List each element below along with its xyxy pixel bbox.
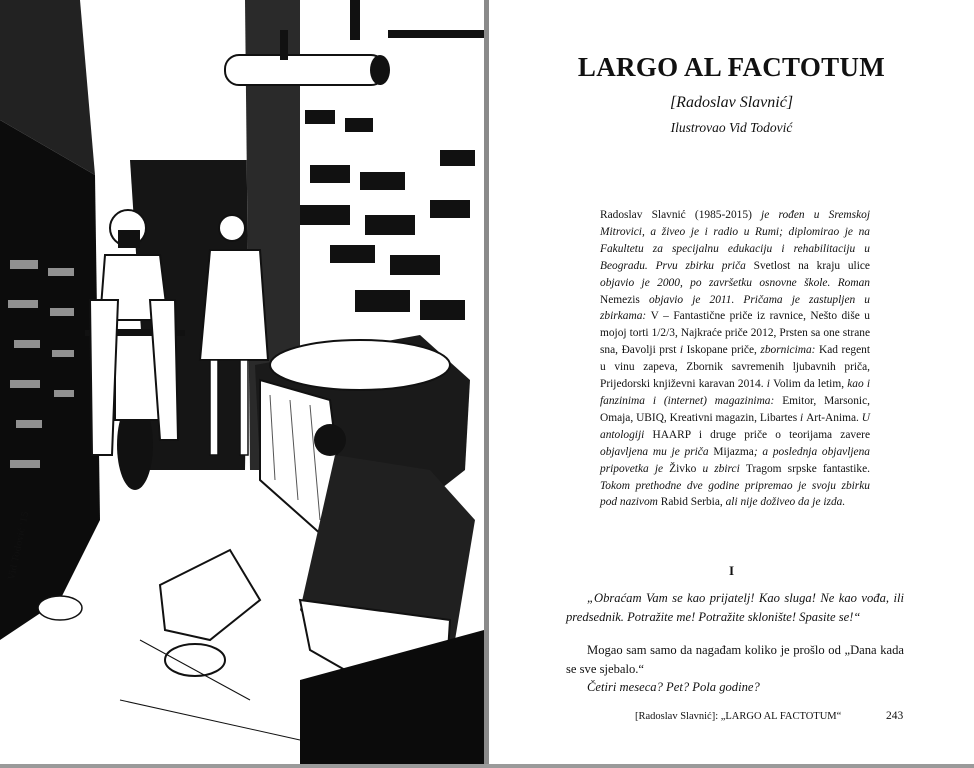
bio-run: Živko bbox=[669, 462, 703, 475]
bio-run: V – Fantastične priče iz ravnice, Nešto diše u mojoj torti 1/2/3, Najkraće priče 2012, Prsten sa one strane sna, Đavolji prst bbox=[600, 310, 870, 357]
running-footer: [Radoslav Slavnić]: „LARGO AL FACTOTUM“ bbox=[635, 711, 842, 722]
bio-run: i bbox=[766, 378, 774, 391]
bio-run: u zbirci bbox=[702, 462, 746, 475]
section-number: I bbox=[728, 563, 735, 578]
spread-bottom-edge bbox=[0, 764, 974, 768]
bio-run: HAARP i druge priče o teorijama zavere bbox=[652, 428, 870, 441]
bio-run: zbornicima: bbox=[760, 344, 820, 357]
bio-run: i bbox=[800, 411, 807, 424]
bio-run: ; a poslednja objavljena pripovetka je bbox=[600, 445, 870, 475]
author-biography bbox=[600, 207, 870, 511]
bio-run: Iskopane priče, bbox=[686, 344, 761, 357]
bio-run: i bbox=[679, 344, 687, 357]
illustrator-credit: Ilustrovao Vid Todović bbox=[670, 120, 793, 135]
bio-run: Tragom srpske fantastike. bbox=[745, 462, 870, 475]
bio-run: Emitor, Marsonic, Omaja, UBIQ, Kreativni magazin, Libartes bbox=[600, 394, 870, 424]
artist-signature: Vid Todović '15 bbox=[7, 510, 32, 581]
bio-run: Kad regent u vinu zapeva, Zbornik savremenih ljubavnih priča, Prijedorski književni karavan 2014. bbox=[600, 344, 870, 391]
story-title: LARGO AL FACTOTUM bbox=[577, 52, 886, 82]
text-page bbox=[489, 0, 974, 764]
bio-run: je rođen u Sremskoj Mitrovici, a živeo je i radio u Rumi; diplomirao je na Fakultetu za specijalnu edukaciju i rehabilitaciju u Beogradu. Prvu zbirku priča bbox=[600, 209, 870, 272]
alley-illustration-icon bbox=[0, 0, 484, 765]
paragraph-1: „Obraćam Vam se kao prijatelj! Kao sluga! Ne kao vođa, ili predsednik. Potražite me! Potražite sklonište! Spasite se!“ bbox=[566, 591, 904, 624]
bio-run: kao i fanzinima i (internet) magazinima: bbox=[600, 378, 870, 407]
bio-run: objavljena mu je priča bbox=[600, 445, 714, 458]
paragraph-2: Mogao sam samo da nagađam koliko je prošlo od „Dana kada se sve sjebalo.“ bbox=[566, 643, 904, 676]
bio-run: Rabid Serbia, bbox=[660, 496, 726, 509]
paragraph-3: Četiri meseca? Pet? Pola godine? bbox=[587, 680, 760, 694]
bio-run: U antologiji bbox=[600, 411, 870, 441]
bio-run: ali nije doživeo da je izda. bbox=[725, 496, 846, 509]
bio-run: Mijazma bbox=[713, 445, 754, 458]
illustration-page bbox=[0, 0, 484, 765]
page-number: 243 bbox=[886, 710, 904, 722]
bio-run: Radoslav Slavnić (1985-2015) bbox=[600, 209, 762, 221]
bio-run: objavio je 2011. Pričama je zastupljen u zbirkama: bbox=[600, 293, 870, 323]
bio-run: Volim da letim, bbox=[773, 378, 848, 391]
bio-run: objavio je 2000, po završetku osnovne škole. Roman bbox=[600, 276, 870, 289]
story-author: [Radoslav Slavnić] bbox=[669, 94, 794, 111]
bio-run: Tokom prethodne dve godine pripremao je svoju zbirku pod nazivom bbox=[600, 479, 870, 509]
bio-run: Nemezis bbox=[600, 293, 649, 306]
bio-run: Art-Anima. bbox=[806, 411, 862, 424]
bio-run: Svetlost na kraju ulice bbox=[753, 259, 870, 272]
